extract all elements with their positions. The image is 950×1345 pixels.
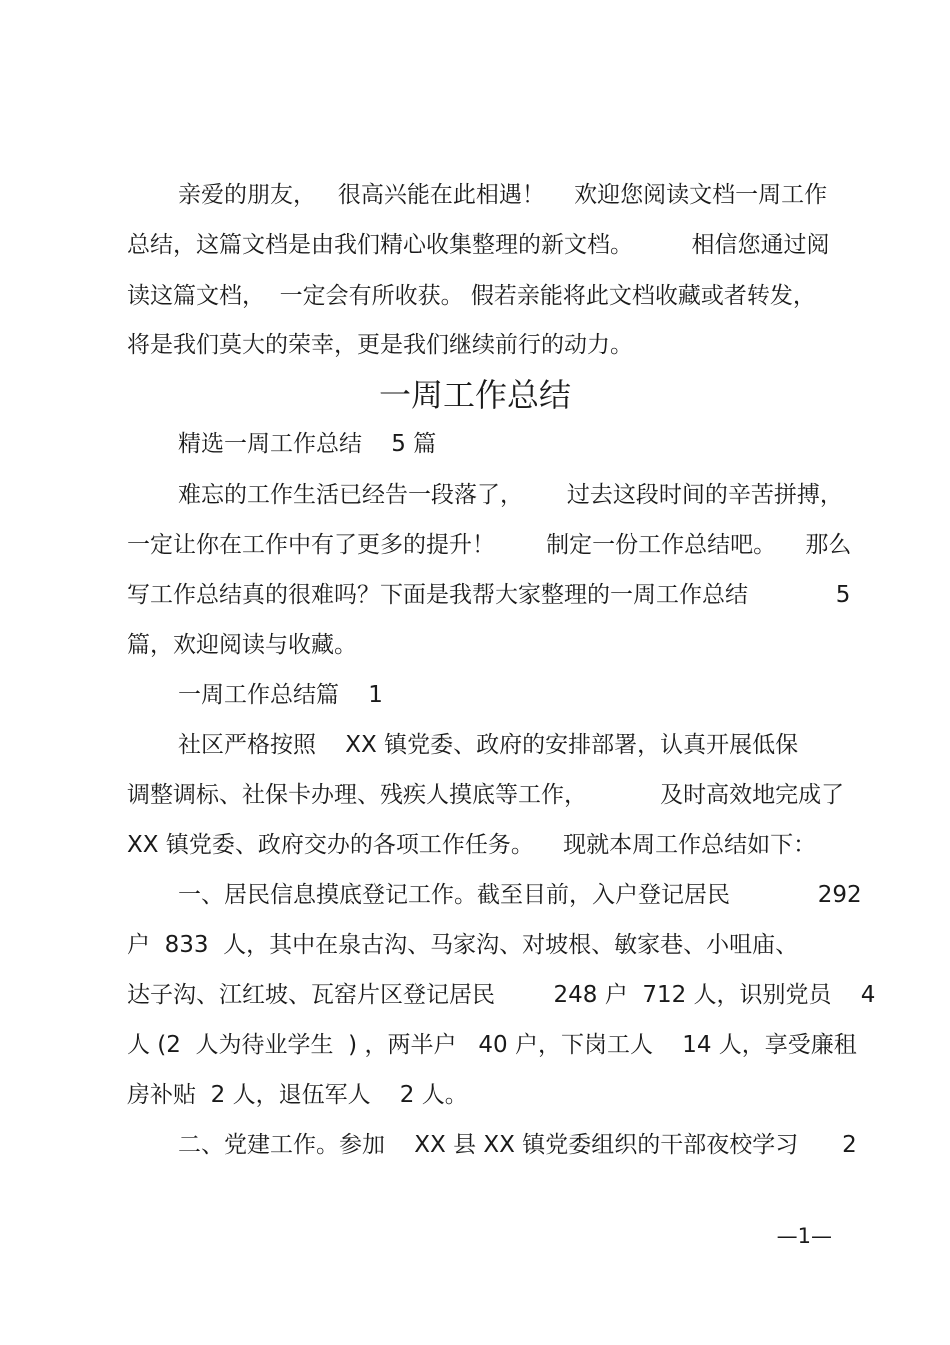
page-number: —1— [776,1224,832,1248]
text-line: 读这篇文档， 一定会有所收获。 假若亲能将此文档收藏或者转发， [127,283,816,309]
text-line: 总结，这篇文档是由我们精心收集整理的新文档。 相信您通过阅 [127,232,830,258]
text-line: 一定让你在工作中有了更多的提升！ 制定一份工作总结吧。 那么 [127,532,852,558]
text-line: 亲爱的朋友， 很高兴能在此相遇！ 欢迎您阅读文档一周工作 [178,182,828,208]
section-heading: 一周工作总结篇 1 [178,682,383,708]
text-line: 调整调标、社保卡办理、残疾人摸底等工作， 及时高效地完成了 [127,782,845,808]
text-line: 一、居民信息摸底登记工作。截至目前，入户登记居民 292 [178,882,862,908]
text-line: 房补贴 2 人，退伍军人 2 人。 [127,1082,468,1108]
text-line: 将是我们莫大的荣幸，更是我们继续前行的动力。 [127,332,633,358]
text-line: 写工作总结真的很难吗？下面是我帮大家整理的一周工作总结 5 [127,582,851,608]
document-title: 一周工作总结 [378,376,571,414]
text-line: 二、党建工作。参加 XX 县 XX 镇党委组织的干部夜校学习 2 [178,1132,857,1158]
text-line: 难忘的工作生活已经告一段落了， 过去这段时间的辛苦拼搏， [178,482,843,508]
text-line: 人 (2 人为待业学生 ) ，两半户 40 户，下岗工人 14 人，享受廉租 [127,1032,857,1058]
text-line: 社区严格按照 XX 镇党委、政府的安排部署，认真开展低保 [178,732,799,758]
subtitle: 精选一周工作总结 5 篇 [178,431,437,457]
text-line: 篇，欢迎阅读与收藏。 [127,632,357,658]
text-line: 达子沟、江红坡、瓦窑片区登记居民 248 户 712 人，识别党员 4 [127,982,876,1008]
text-line: XX 镇党委、政府交办的各项工作任务。 现就本周工作总结如下： [127,832,817,858]
text-line: 户 833 人，其中在泉古沟、马家沟、对坡根、敏家巷、小咀庙、 [127,932,799,958]
